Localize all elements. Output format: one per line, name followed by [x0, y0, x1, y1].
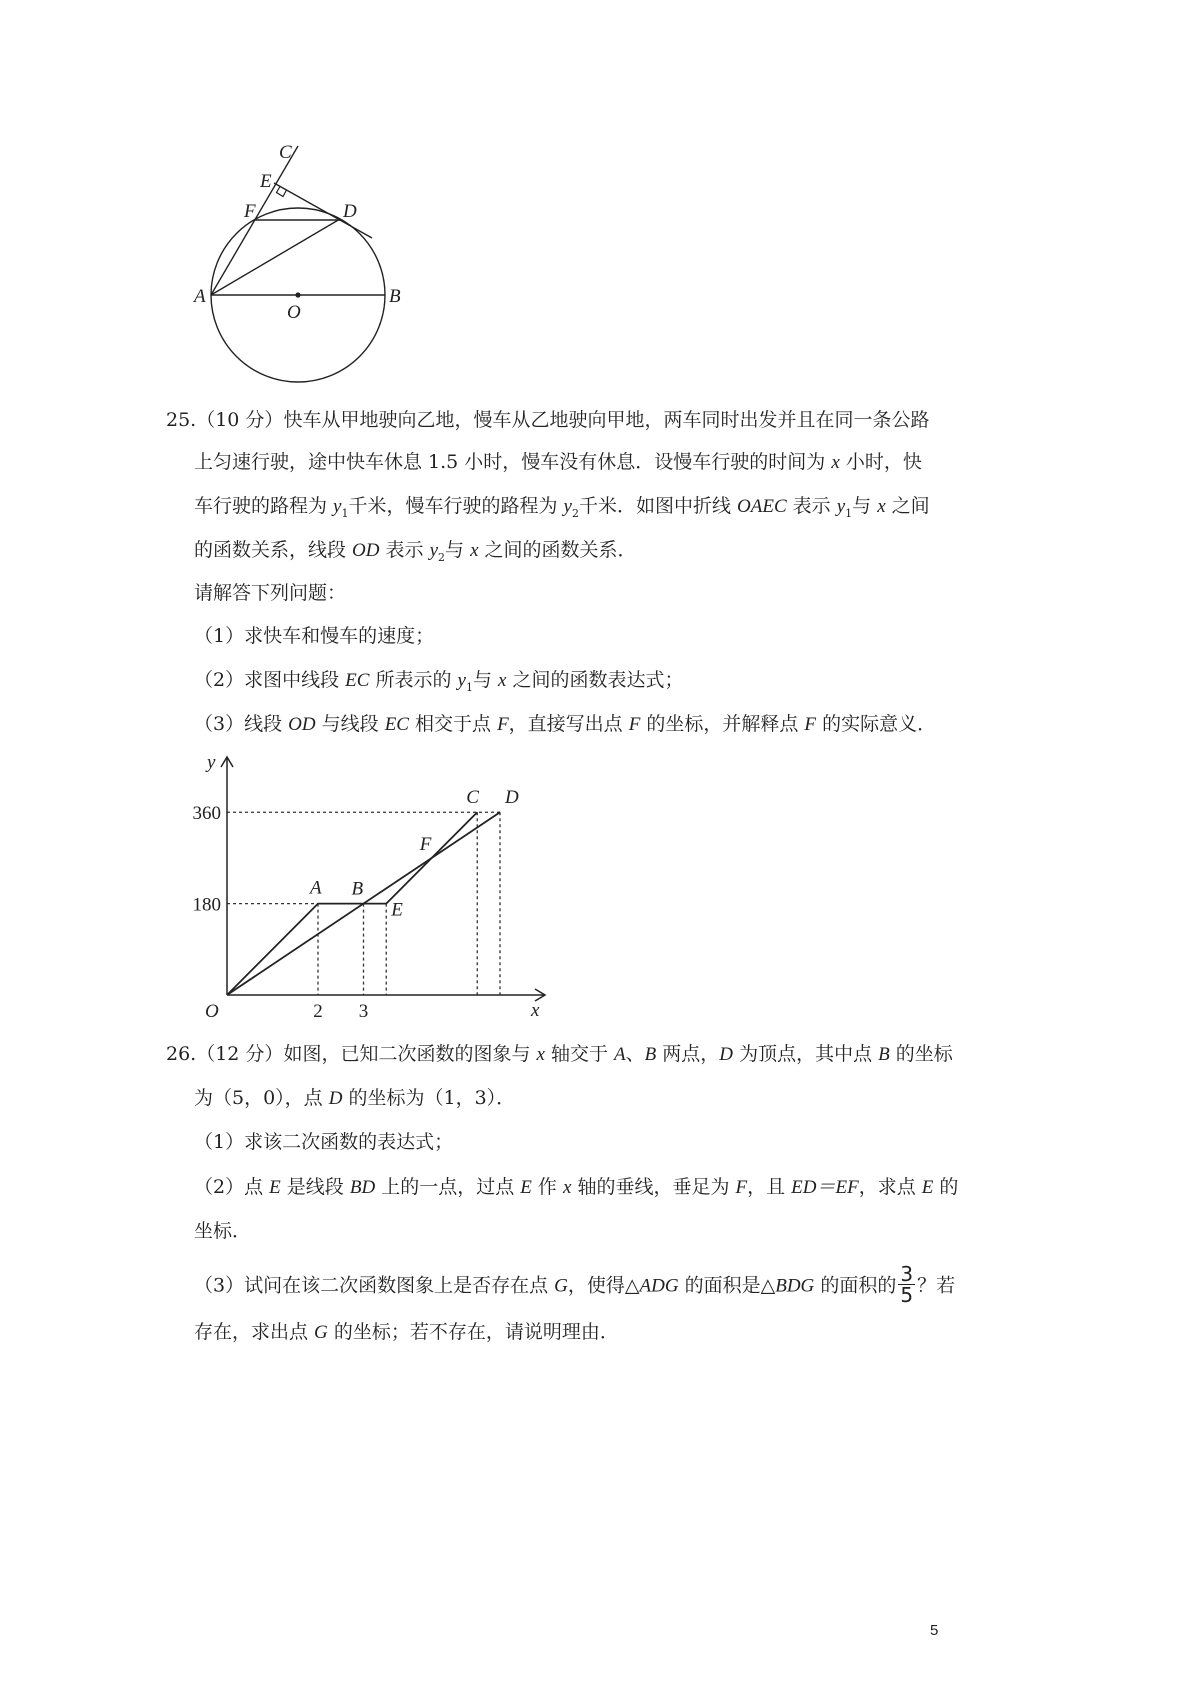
subscript-1: 1	[465, 680, 473, 694]
center-point-o	[295, 292, 300, 297]
circle-geometry-figure	[190, 135, 430, 390]
q26-text: （2）点	[194, 1176, 270, 1198]
var-x: x	[877, 496, 886, 517]
y-tick-180: 180	[192, 894, 221, 916]
var-e: E	[921, 1177, 934, 1198]
y-tick-360: 360	[192, 803, 221, 825]
q26-text: 是线段	[280, 1176, 350, 1198]
var-d: D	[719, 1044, 734, 1065]
var-oaec: OAEC	[737, 496, 787, 517]
q26-text: 的面积的	[814, 1274, 897, 1297]
var-b: B	[644, 1044, 657, 1065]
var-d: D	[328, 1088, 343, 1109]
q26-text: ，求点	[858, 1176, 922, 1198]
q25-text: 相交于点	[408, 713, 498, 735]
var-x: x	[536, 1044, 545, 1065]
chart-axes	[221, 757, 545, 1001]
var-e: E	[520, 1177, 532, 1198]
var-x: x	[562, 1177, 572, 1198]
subscript-2: 2	[438, 550, 446, 564]
var-y2: y	[563, 496, 572, 517]
score: （10 分）	[196, 409, 284, 431]
q25-text: 与	[472, 669, 498, 691]
var-od: OD	[352, 540, 380, 561]
q25-text: 之间	[885, 495, 930, 517]
q25-text: 车行驶的路程为	[194, 495, 334, 517]
chart-series	[227, 812, 500, 995]
q25-text: 的实际意义．	[816, 713, 937, 735]
q26-text: （3）试问在该二次函数图象上是否存在点	[194, 1274, 555, 1297]
label-e: E	[260, 171, 272, 192]
var-y1: y	[836, 496, 846, 517]
point-label-f: F	[419, 833, 432, 855]
q25-line-1	[166, 408, 929, 432]
var-b: B	[878, 1044, 890, 1065]
var-f: F	[735, 1177, 748, 1198]
chart-labels	[193, 752, 541, 1022]
var-y2: y	[429, 540, 439, 561]
q25-text: ，直接写出点	[508, 713, 629, 735]
point-label-a: A	[310, 877, 322, 899]
var-e: E	[269, 1177, 281, 1198]
x-axis-label: x	[531, 1000, 540, 1021]
q25-part-3	[194, 712, 936, 737]
q25-part-2	[194, 668, 683, 700]
line-ad	[211, 219, 340, 295]
q25-part-1: （1）求快车和慢车的速度；	[194, 625, 435, 647]
equation-ed-ef: ED＝EF	[791, 1177, 859, 1198]
question-number: 26.	[166, 1043, 197, 1065]
subscript-2: 2	[571, 506, 579, 520]
q26-text: ，使得△	[567, 1274, 640, 1297]
q25-text: 的函数关系，线段	[194, 539, 353, 561]
q25-text: 千米，慢车行驶的路程为	[348, 495, 564, 517]
q25-text: 表示	[786, 495, 837, 517]
q25-text: 之间的函数表达式；	[506, 669, 684, 691]
var-x: x	[470, 540, 479, 561]
q25-line-2	[194, 450, 922, 475]
var-x: x	[831, 452, 840, 473]
q26-text: 的坐标；若不存在，请说明理由．	[327, 1321, 619, 1343]
point-label-b: B	[351, 878, 364, 900]
subscript-1: 1	[341, 506, 349, 520]
x-tick-2: 2	[313, 1001, 323, 1022]
point-label-e: E	[391, 899, 403, 921]
q25-text: 与	[852, 495, 878, 517]
y-axis-label: y	[207, 752, 216, 773]
label-b: B	[389, 286, 401, 307]
var-ec: EC	[384, 714, 409, 735]
q25-prompt: 请解答下列问题：	[194, 582, 347, 604]
question-26	[166, 1042, 966, 1342]
var-f: F	[628, 714, 641, 735]
point-label-d: D	[505, 787, 519, 809]
var-bdg: BDG	[775, 1275, 815, 1297]
label-o: O	[287, 302, 301, 323]
var-x: x	[498, 670, 507, 691]
q25-text: 快车从甲地驶向乙地，慢车从乙地驶向甲地，两车同时出发并且在同一条公路	[283, 409, 930, 431]
fraction-denominator: 5	[900, 1283, 914, 1307]
q26-line-1	[166, 1042, 953, 1067]
q26-text: 轴的垂线，垂足为	[571, 1176, 736, 1198]
question-number: 25.	[166, 409, 197, 431]
q26-text: 上的一点，过点	[375, 1176, 521, 1198]
var-g: G	[554, 1275, 568, 1297]
origin-label: O	[205, 1001, 219, 1022]
fraction-numerator: 3	[900, 1262, 914, 1286]
question-25	[166, 408, 966, 738]
var-g: G	[314, 1322, 328, 1343]
var-y1: y	[457, 670, 466, 691]
q25-text: 小时，快	[839, 451, 922, 473]
score: （12 分）	[196, 1043, 284, 1065]
var-a: A	[614, 1044, 626, 1065]
q26-text: 的坐标	[889, 1043, 953, 1065]
q26-line-2	[194, 1086, 515, 1111]
q26-text: 为顶点，其中点	[733, 1043, 879, 1065]
q25-line-4	[194, 538, 637, 570]
q26-part-2-cont: 坐标．	[194, 1220, 252, 1242]
label-c: C	[279, 142, 292, 163]
var-bd: BD	[349, 1177, 376, 1198]
q25-line-3	[194, 494, 930, 526]
q25-text: 上匀速行驶，途中快车休息 1.5 小时，慢车没有休息．设慢车行驶的时间为	[194, 451, 832, 473]
q26-text: 作	[531, 1176, 563, 1198]
q26-text: ，且	[747, 1176, 792, 1198]
q25-text: 所表示的	[369, 669, 458, 691]
q25-text: 与线段	[315, 713, 385, 735]
point-label-c: C	[466, 787, 479, 809]
series-line-od	[227, 812, 500, 995]
var-f: F	[804, 714, 817, 735]
label-f: F	[244, 201, 256, 222]
label-a: A	[194, 286, 206, 307]
label-d: D	[343, 201, 357, 222]
var-ec: EC	[345, 670, 370, 691]
x-tick-3: 3	[358, 1001, 369, 1022]
var-od: OD	[288, 714, 316, 735]
q26-text: 、	[625, 1043, 645, 1065]
subscript-1: 1	[845, 506, 853, 520]
q25-text: 表示	[379, 539, 430, 561]
var-adg: ADG	[639, 1275, 679, 1297]
q26-text: ？若	[917, 1274, 956, 1297]
q25-text: 与	[445, 539, 471, 561]
q25-text: （3）线段	[194, 713, 289, 735]
var-f: F	[497, 714, 509, 735]
distance-time-chart	[180, 745, 560, 1030]
q26-text: 的坐标为（1，3）．	[342, 1087, 516, 1109]
q25-text: （2）求图中线段	[194, 669, 346, 691]
q26-text: 为（5，0），点	[194, 1087, 329, 1109]
q26-text: 轴交于	[544, 1043, 615, 1065]
q26-text: 如图，已知二次函数的图象与	[283, 1043, 537, 1065]
q26-text: 的面积是△	[678, 1274, 776, 1297]
q26-text: 的	[933, 1176, 959, 1198]
q26-part-1: （1）求该二次函数的表达式；	[194, 1131, 454, 1153]
q26-part-2	[194, 1175, 958, 1200]
fraction-three-fifths	[898, 1264, 915, 1305]
q26-text: 两点，	[656, 1043, 720, 1065]
q25-text: 的坐标，并解释点	[640, 713, 805, 735]
var-y1: y	[333, 496, 342, 517]
q26-text: 存在，求出点	[194, 1321, 315, 1343]
q26-part-3	[194, 1262, 956, 1307]
q25-text: 之间的函数关系．	[478, 539, 637, 561]
q25-text: 千米．如图中折线	[578, 495, 738, 517]
page-number: 5	[930, 1622, 939, 1639]
q26-part-3-cont	[194, 1320, 619, 1345]
